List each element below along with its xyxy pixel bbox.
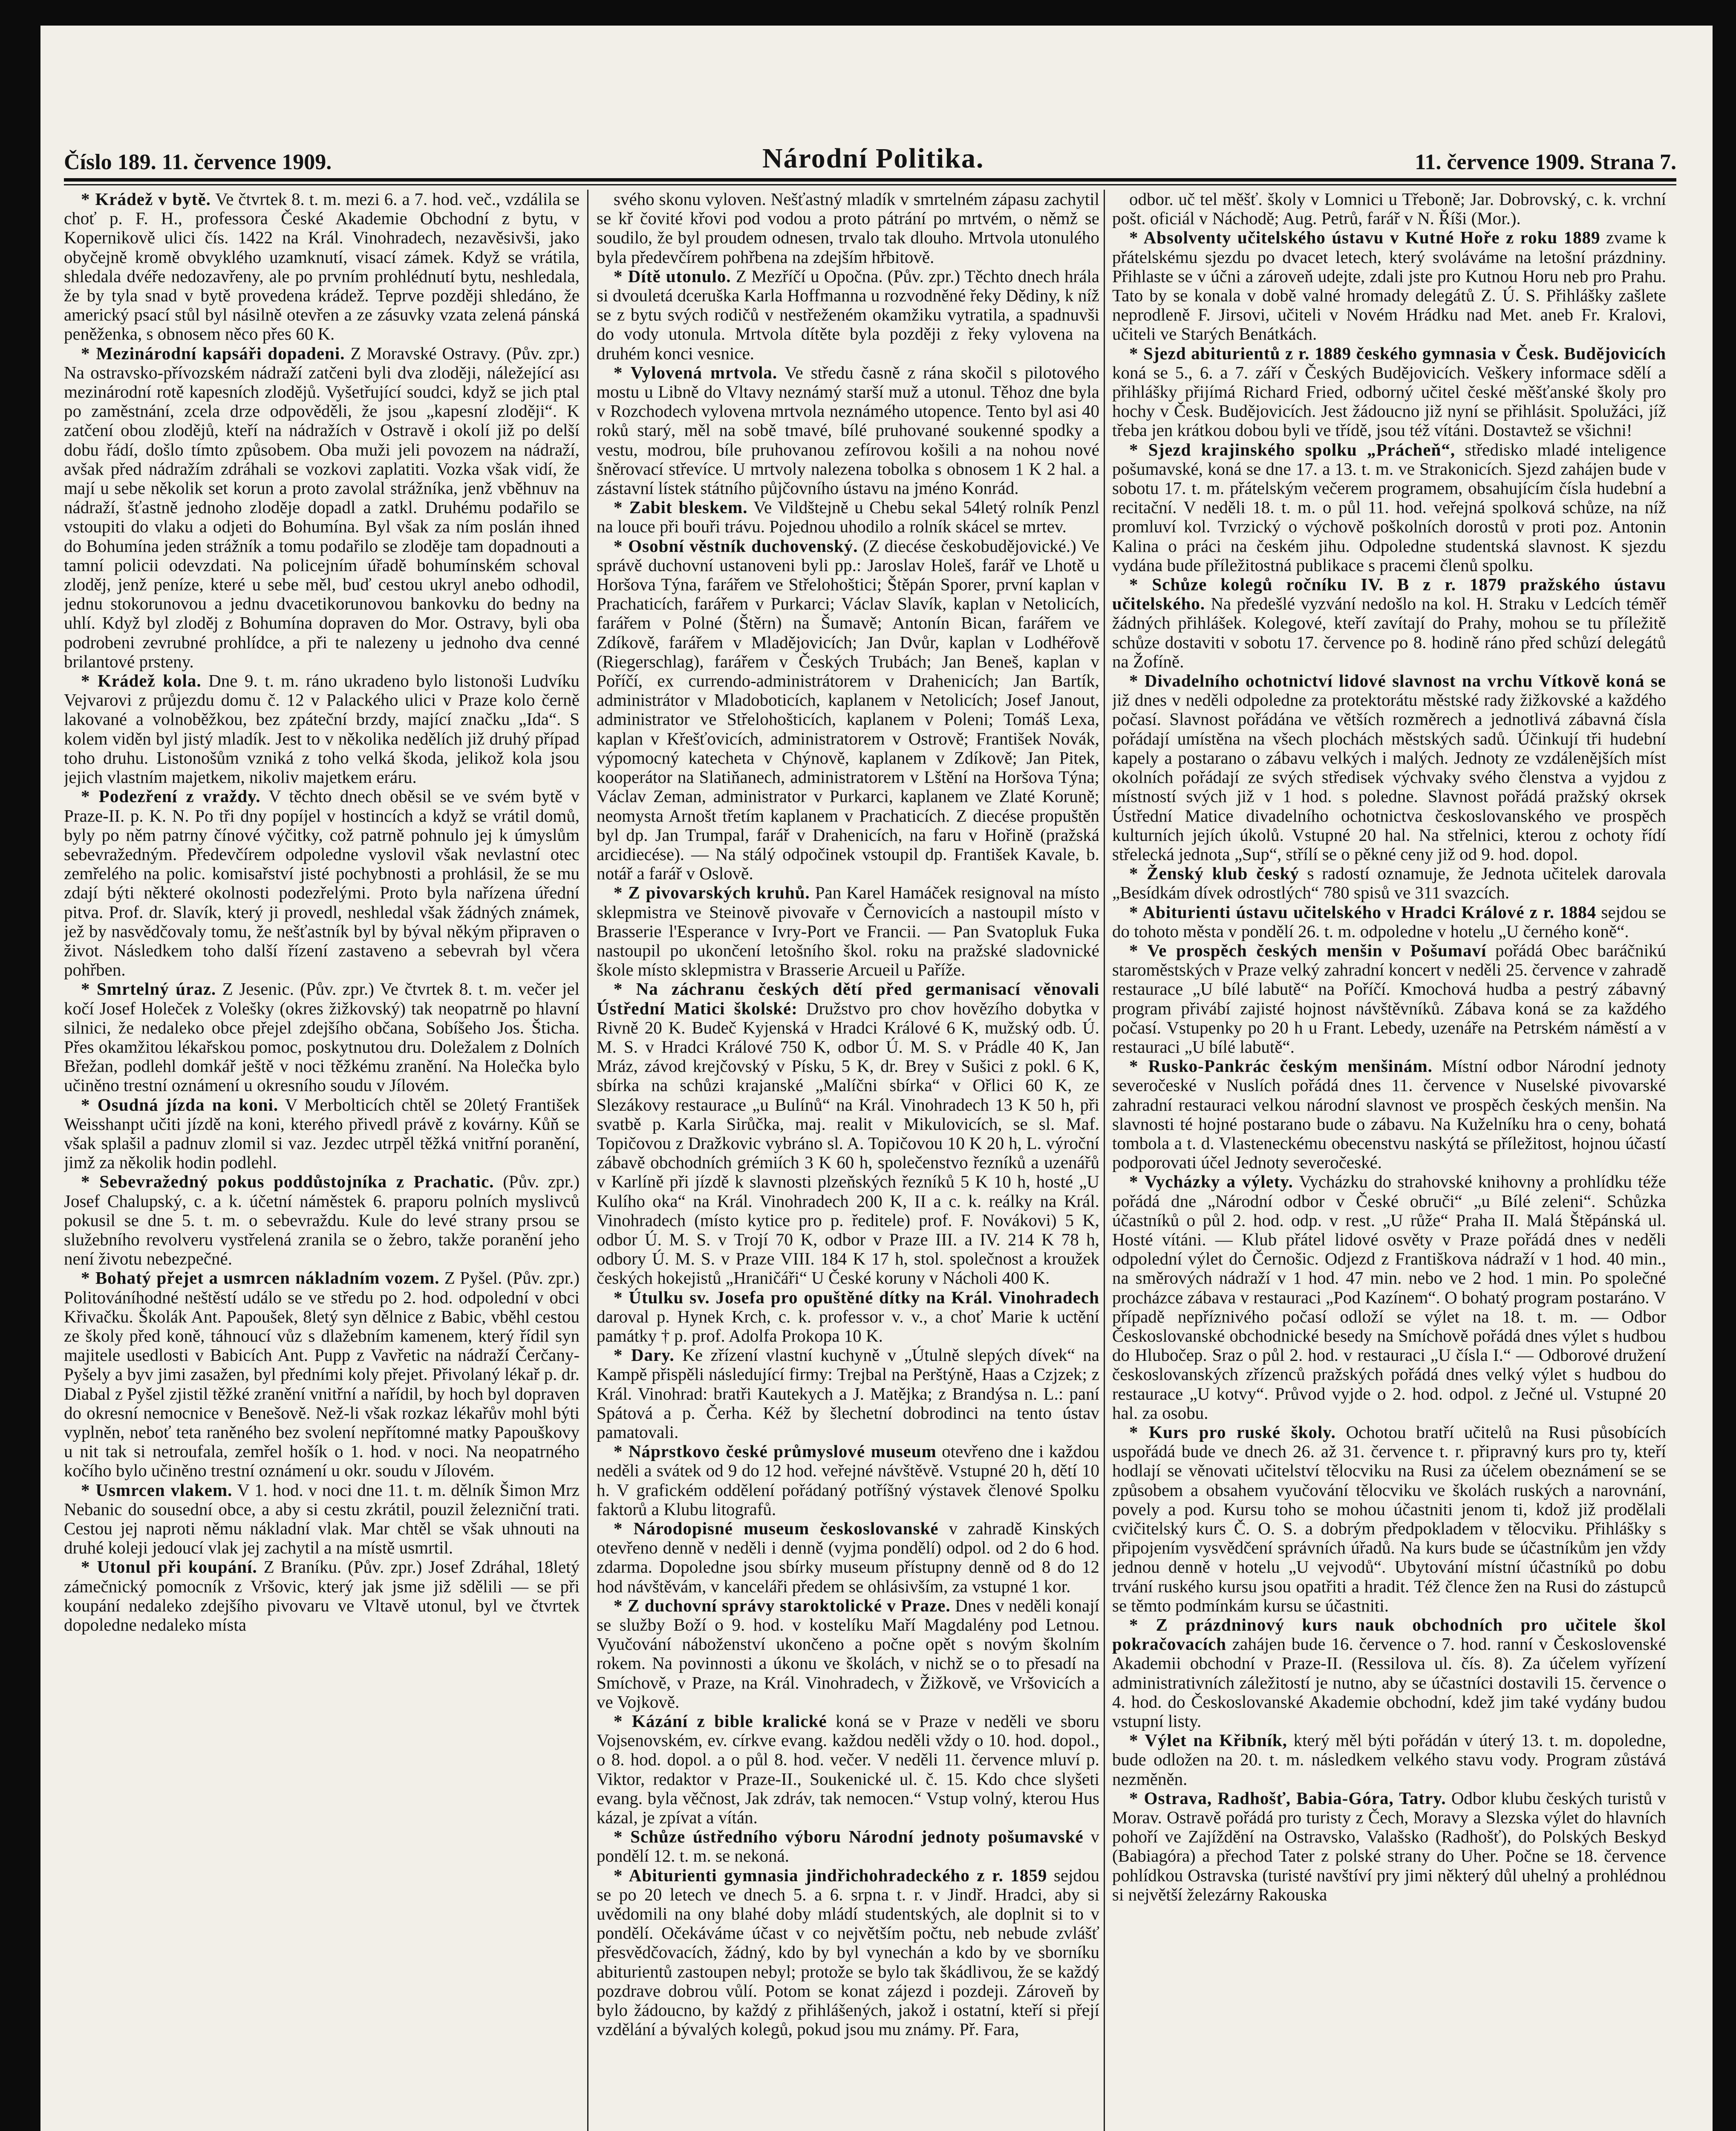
article-headline: * Z prázdninový kurs nauk obchodních pro učitele škol pokračovacích [1112, 1615, 1666, 1654]
article-headline: * Kurs pro ruské školy. [1129, 1422, 1336, 1442]
article-headline: * Krádež v bytě. [81, 190, 211, 209]
article [597, 498, 1099, 536]
article [64, 979, 580, 1095]
column-divider [1104, 190, 1105, 2131]
article-body: Vycházku do strahovské knihovny a prohlídku téže pořádá dne „Národní odbor v České obruči“ „u Bílé zeleni“. Schůzka účastníků o půl 2. hod. odp. v rest. „U růže“ Praha II. Malá Štěpánská ul. Hosté vítáni. — Klub přátel lidové osvěty v Praze pořádá dnes v neděli odpolední výlet do Černošic. Odjezd z Františkova nádraží v 1 hod. 40 min., na směrových nádraží v 1 hod. 47 min. nebo ve 2 hod. 1 min. Po společné procházce zábava v restauraci „Pod Kazínem“. O bohatý program postaráno. V případě nepříznivého počasí odloží se výlet na 18. t. m. — Odbor Českoslovanské obchodnické besedy na Smíchově pořádá dnes výlet s hudbou do Hlubočep. Sraz o půl 2. hod. v restauraci „U čísla I.“ — Odborové družení českoslovanských zřízenců pražských pořádá dnes velký výlet s hudbou do restaurace „U kotvy“. Průvod vyjde o 2. hod. odpol. z Ječné ul. Vstupné 20 hal. za osobu. [1112, 1172, 1666, 1423]
header-rule-thin [64, 184, 1676, 185]
article-headline: * Smrtelný úraz. [81, 979, 216, 999]
article-body: s radostí oznamuje, že Jednota učitelek darovala „Besídkám dívek odrostlých“ 780 spisů ve 311 svazcích. [1112, 863, 1666, 903]
article [64, 787, 580, 979]
article-body: sejdou se do tohoto města v pondělí 26. t. m. odpoledne v hotelu „U černého koně“. [1112, 902, 1666, 941]
article [597, 1596, 1099, 1712]
article-body: Družstvo pro chov hovězího dobytka v Rivně 20 K. Budeč Kyjenská v Hradci Králové 6 K, mužský odb. Ú. M. S. v Hradci Králové 750 K, odbor Ú. M. S. v Prádle 40 K, Jan Mráz, závod krejčovský v Písku, 5 K, dr. Brey v Sušici z pokl. 6 K, sbírka na schůzi krajanské „Malíčni sbírka“ v Ořlici 60 K, ze Slezákovy restaurace „u Bulínů“ na Král. Vinohradech 13 K 50 h, při svatbě p. Karla Sirůčka, maj. realit v Mikulovicích, se sl. Maf. Topičovou z Dražkovic vybráno sl. A. Topičovou 10 K 20 h, L. výroční zábavě obchodních grémiích 3 K 60 h, společenstvo řezníků a uzenářů v Karlíně při jízdě k slavnosti plzeňských řezníků 5 K 10 h, hosté „U Kulího oka“ na Král. Vinohradech 200 K, II a c. k. reálky na Král. Vinohradech (místo kytice pro p. ředitele) prof. F. Novákovi) 5 K, odbor Ú. M. S. v Trojí 70 K, odbor v Praze III. a IV. 214 K 78 h, odbory Ú. M. S. v Praze VIII. 184 K 17 h, stol. společnost a kroužek českých hokejistů „Hraničáři“ U České koruny v Nácholi 400 K. [597, 998, 1099, 1288]
article-headline: * Podezření z vraždy. [81, 786, 261, 806]
article-headline: * Utonul při koupání. [81, 1557, 257, 1577]
article [597, 1346, 1099, 1442]
article-headline: * Osudná jízda na koni. [81, 1094, 279, 1115]
article-body: Ve čtvrtek 8. t. m. mezi 6. a 7. hod. več., vzdálila se choť p. F. H., professora České Akademie Obchodní z bytu, v Kopernikově ulici čís. 1422 na Král. Vinohradech, nezavěsivši, jako obyčejně kromě obvyklého uzamknutí, visací zámek. Když se vrátila, shledala dvéře nedozavřeny, ale po prvním prohlédnutí bytu, neshledala, že by tyla snad v bytě provedena krádež. Teprve později shledáno, že americký psací stůl byl násilně otevřen a ze zásuvky vzata zelená pánská peněženka, s obnosem něco přes 60 K. [64, 190, 580, 344]
article-headline: * Mezinárodní kapsáři dopadeni. [81, 343, 345, 363]
article [1112, 1057, 1666, 1172]
article [597, 1866, 1099, 2039]
article-body: Z Moravské Ostravy. (Pův. zpr.) Na ostravsko-přívozském nádraží zatčeni byli dva zloději, náležející ası mezinárodní rotě kapesních zlodějů. Vyšetřující soudci, když se jich ptal po zaměstnání, zcela drze odpověděli, že jsou „kapesní zloději“. K zatčení obou zlodějů, kteří na nádražích v Ostravě i okolí již po delší dobu řádí, došlo tímto způsobem. Oba muži jeli povozem na nádraží, avšak před nádražím zdráhali se vozkovi zaplatiti. Vozka však vidí, že mají u sebe několik set korun a proto zavolal strážníka, jenž vběhnuv na nádraží, šťastně jednoho zloděje dopadl a zatkl. Druhému podařilo se vstoupiti do vlaku a odjeti do Bohumína. Byl však za ním poslán ihned do Bohumína jeden strážník a tomu podařilo se zloděje tam dopadnouti a tamní policii odevzdati. Na policejním úřadě bohumínském schoval zloděj, jenž peníze, které u sebe měl, buď cestou ukryl anebo odhodil, jednu stokorunovou a jednu dvacetikorunovou bankovku do bedny na uhlí. Když byl zloděj z Bohumína dopraven do Mor. Ostravy, byli oba podrobeni zevrubné prohlídce, a při te nalezeny u jednoho dva cenné brilantové prsteny. [64, 343, 580, 671]
article-body: sejdou se po 20 letech ve dnech 5. a 6. srpna t. r. v Jindř. Hradci, aby si uvědomili na ony blahé doby mládí studentských, ale doplnit si to v pondělí. Očekáváme účast v co největším počtu, neb nebude zvlášť přesvědčovacích, žádný, kdo by byl vynechán a kdo by ve sborníku abiturientů zastoupen nebyl; protože se bylo tak škádlivou, že se každý pozdrave dobrou vůlí. Potom se konat zájezd i pozdeji. Zároveň by bylo žádoucno, by každý z přihlášených, jakož i ostatní, kteří si přejí vzdělání a bývalých kolegů, pokud jsou mu známy. Př. Fara, [597, 1865, 1099, 2039]
article-headline: * Abiturienti gymnasia jindřichohradeckého z r. 1859 [614, 1865, 1047, 1885]
article-body: koná se 5., 6. a 7. září v Českých Budějovicích. Veškery informace sdělí a přihlášky přijímá Richard Fried, odborný učitel české měšťanské školy pro hochy v Česk. Budějovicích. Jest žádoucno již nyní se přihlásit. Spolužáci, jíž třeba jen krátkou dobou byli ve třídě, jsou též vítáni. Dostavtež se všichni! [1112, 362, 1666, 440]
issue-info: Číslo 189. 11. července 1909. [64, 150, 332, 174]
article-body: svého skonu vyloven. Nešťastný mladík v smrtelném zápasu zachytil se kř čovité křovi pod vodou a proto pátrání po mrtvém, o němž se soudilo, že byl proudem odnesen, trvalo tak dlouho. Mrtvola utonulého byla předevčírem pohřbena na zdejším hřbitově. [597, 190, 1099, 267]
article [64, 344, 580, 671]
article-body: V těchto dnech oběsil se ve svém bytě v Praze-II. p. K. N. Po tři dny popíjel v hostincích a když se vrátil domů, byly po něm patrny čínové výčitky, což patrně pohnulo jej k úmyslům sebevražedným. Předevčírem odpoledne vyslovil však nevlastní otec zemřelého na polic. komisařství jisté pochybnosti a prohlásil, že se mu zdají býti některé okolnosti podezřelými. Proto byla nařízena úřední pitva. Prof. dr. Slavík, který ji provedl, neshledal však žádných známek, jež by nasvědčovaly tomu, že nešťastník byl by býval někým připraven o život. Následkem toho další řízení zastaveno a sebevrah byl včera pohřben. [64, 786, 580, 980]
article [1112, 1615, 1666, 1731]
article [64, 1095, 580, 1172]
article-headline: * Divadelního ochotnictví lidové slavnost na vrchu Vítkově koná se [1129, 671, 1666, 691]
scan-border-top [0, 0, 1736, 26]
article-headline: * Vycházky a výlety. [1129, 1172, 1293, 1192]
article-body: odbor. uč tel měšť. školy v Lomnici u Třeboně; Jar. Dobrovský, c. k. vrchní pošt. oficiál v Náchodě; Aug. Petrů, farář v N. Říši (Mor.). [1112, 190, 1666, 228]
article-body: Odbor klubu českých turistů v Morav. Ostravě pořádá pro turisty z Čech, Moravy a Slezska výlet do hlavních pohoří ve Zajíždění na Ostravsko, Valašsko (Radhošť), do Polských Beskyd (Babiagóra) a přechod Tater z polské strany do Uher. Počne se 18. července pohlídkou Ostravska (turisté navštíví pry jimi některý důl uhelný a prohlédnou si největší železárny Rakouska [1112, 1788, 1666, 1904]
article [1112, 1731, 1666, 1789]
article [1112, 671, 1666, 864]
article-headline: * Výlet na Křibník, [1129, 1730, 1287, 1750]
article-body: V 1. hod. v noci dne 11. t. m. dělník Šimon Mrz Nebanic do sousední obce, a aby si cestu zkrátil, pouzil železniční trati. Cestou jej naproti němu nákladní vlak. Mar chtěl se však uhnouti na druhé koleji jedoucí vlak jej zachytil a na místě usmrtil. [64, 1480, 580, 1558]
article-body: Ke zřízení vlastní kuchyně v „Útulně slepých dívek“ na Kampě přispěli následující firmy: Trejbal na Perštýně, Haas a Czjzek; z Král. Vinohrad: bratři Kautekych a J. Matějka; z Brandýsa n. L.: paní Spátová a p. Čerha. Kéž by šlechetní dobrodinci na tento ústav pamatovali. [597, 1345, 1099, 1442]
date-page-info: 11. července 1909. Strana 7. [1415, 150, 1676, 174]
article-headline: * Rusko-Pankrác českým menšinám. [1129, 1056, 1433, 1076]
article-headline: * Abiturienti ústavu učitelského v Hradci Králové z r. 1884 [1129, 902, 1597, 922]
article [64, 1557, 580, 1634]
article-body: již dnes v neděli odpoledne za protektorátu městské rady žižkovské a každého počasí. Slavnost pořádána ve větších rozměrech a jednotlivá zábavná čísla pořádají umístěna na všech plochách městských sadů. Účinkují tři hudební kapely a postarano o zábavu velkých i malých. Jednoty ze vzdálenějších míst okolních pořádají ze svých středisek výchvaky svého členstva a vyjdou z místností svých již v 1 hod. s poledne. Slavnost pořádá pražský okrsek Ústřední Matice divadelního ochotnictva českoslovanského ve prospěch kulturních jejích úkolů. Vstupné 20 hal. Na střelnici, kterou z ochoty řídí střelecká jednota „Sup“, střílí se o pěkné ceny již od 9. hod. dopol. [1112, 690, 1666, 864]
article-headline: * Útulku sv. Josefa pro opuštěné dítky na Král. Vinohradech [614, 1287, 1099, 1307]
article [1112, 344, 1666, 440]
scan-border-right [1713, 0, 1736, 2131]
scan-border-left [0, 0, 40, 2131]
article-body: Z Mezříčí u Opočna. (Pův. zpr.) Těchto dnech hrála si dvouletá dceruška Karla Hoffmanna u rozvodněné řeky Dědiny, k níž se z bytu svých rodičů v nestřeženém okamžiku vytratila, a spadnuvši do vody utonula. Mrtvola dítěte byla později z řeky vylovena na druhém konci vesnice. [597, 266, 1099, 363]
column-1 [64, 190, 580, 2131]
article-headline: * Ve prospěch českých menšin v Pošumaví [1129, 940, 1487, 960]
article [64, 1481, 580, 1558]
article-body: Ve Vildštejně u Chebu sekal 54letý rolník Penzl na louce při bouři trávu. Pojednou uhodilo a rolník skácel se mrtev. [597, 497, 1099, 537]
article [1112, 941, 1666, 1057]
article [1112, 864, 1666, 902]
article-body: (Z diecése českobudějovické.) Ve správě duchovní ustanoveni byli pp.: Jaroslav Holeš, farář ve Lhotě u Horšova Týna, farářem ve Střelohoštici; Štěpán Sporer, první kaplan v Prachaticích, farářem v Purkarci; Václav Slavík, kaplan v Netolicích, farářem v Polné (Štěrn) na Šumavě; Antonín Bican, farářem ve Zdíkově, farářem v Mladějovicích; Jan Dvůr, kaplan v Lodhéřově (Riegerschlag), farářem v Českých Trubách; Jan Beneš, kaplan v Poříčí, ex currendo-administrátorem v Drahenicích; Jan Bartík, administrátor v Mladoboticích, kaplanem v Netolicích; Josef Janout, administrator ve Střelohošticích, kaplanem v Poleni; Tomáš Lexa, kaplan v Křešťovicích, administratorem v Ostrově; František Novák, výpomocný katecheta v Chýnově, kaplanem v Zdíkově; Jan Pitek, kooperátor na Slatiňanech, administratorem v Lštění na Horšova Týna; Václav Zeman, administrator v Purkarci, kaplanem ve Zlaté Koruně; neomysta Arnošt třetím kaplanem v Prachaticích. Z diecése propuštěn byl dp. Jan Trumpal, farář v Drahenicích, na faru v Hořině (pražská arcidiecése). — Na stálý odpočinek vstoupil dp. František Kavale, b. notář a farář v Oslově. [597, 536, 1099, 884]
newspaper-title: Národní Politika. [762, 143, 984, 174]
article [597, 537, 1099, 884]
article-body: v zahradě Kinských otevřeno denně v neděli i denně (vyjma pondělí) odpol. od 2 do 6 hod. zdarma. Dopoledne jsou sbírky museum přístupny denně od 8 do 12 hod návštěvám, v kanceláři předem se ohlásivším, za vstupné 1 kor. [597, 1519, 1099, 1596]
article-headline: * Sebevražedný pokus poddůstojníka z Prachatic. [81, 1172, 494, 1192]
article-body: Z Jesenic. (Pův. zpr.) Ve čtvrtek 8. t. m. večer jel kočí Josef Holeček z Volešky (okres žižkovský) tak neopatrně po hlavní silnici, že nedaleko obce přejel zdejšího občana, Sobíšeho Jos. Šticha. Přes okamžitou lékařskou pomoc, poskytnutou dru. Doležalem z Dolních Břežan, podlehl domkář ještě v noci těžkému zranění. Na Holečka bylo učiněno trestní oznámení u okresního soudu v Jílovém. [64, 979, 580, 1095]
article-headline: * Z duchovní správy staroktolické v Praze. [614, 1595, 951, 1615]
article [1112, 1423, 1666, 1615]
page-header [64, 136, 1676, 175]
article-body: který měl býti pořádán v úterý 13. t. m. dopoledne, bude odložen na 20. t. m. následkem velkého stavu vody. Program zůstává nezměněn. [1112, 1730, 1666, 1789]
article-headline: * Ostrava, Radhošť, Babia-Góra, Tatry. [1129, 1788, 1446, 1808]
article-headline: * Národopisné museum českoslovanské [614, 1519, 939, 1539]
article [1112, 1172, 1666, 1423]
article [1112, 1789, 1666, 1904]
article-headline: * Osobní věstník duchovenský. [614, 536, 858, 556]
article-body: Ochotou bratří učitelů na Rusi působících uspořádá bude ve dnech 26. až 31. července t. r. připravný kurs pro ty, kteří hodlají se věnovati učitelství tělocviku na Rusi za účelem obeznámení se se způsobem a obsahem vyučování tělocviku ve školách ruských a narovnání, povely a pod. Kursu toho se mohou účastniti jenom ti, kdož již prodělali cvičitelský kurs Č. O. S. a dobrým předpokladem v tělocviku. Přihlášky s připojením vysvědčení správních úřadů. Na kurs bude se účastníkům jen vždy jednou denně v hotelu „U vejvodů“. Ubytování místní účastníků po dobu trvání ruského kursu jsou opatřiti a hradit. Též člence žen na Rusi do zástupců se těmto podmínkám kursu se účastniti. [1112, 1422, 1666, 1615]
article-body: koná se v Praze v neděli ve sboru Vojsenovském, ev. církve evang. každou neděli vždy o 10. hod. dopol., o 8. hod. dopol. a o půl 8. hod. večer. V neděli 11. července mluví p. Viktor, redaktor v Praze-II., Soukenické ul. č. 15. Kdo chce slyšeti evang. byla věčnost, Jak zdráv, tak nemocen.“ Vstup volný, kterou Hus kázal, je zpívat a vítán. [597, 1711, 1099, 1828]
article-headline: * Usmrcen vlakem. [81, 1480, 233, 1500]
article-headline: * Dary. [614, 1345, 675, 1365]
header-rule [64, 178, 1676, 182]
article-body: Z Pyšel. (Pův. zpr.) Politováníhodné neštěstí událo se ve středu po 2. hod. odpolední v obci Křivačku. Školák Ant. Papoušek, 8letý syn dělnice z Babic, vběhl cestou ze školy před koně, táhnoucí vůz s dlažebním kamenem, který řídil syn majitele usedlosti v Babicích Ant. Pupp z Vavřetic na nádraží Čerčany-Pyšely a byv jimi zasažen, byl předními koly přejet. Přivolaný lékař p. dr. Diabal z Pyšel zjistil těžké zranění vnitřní a nařídil, by hoch byl dopraven do okresní nemocnice v Benešově. Než-li však rozkaz lékařův mohl býti vyplněn, neboť teta raněného bez svolení nepřítomné matky Papouškovy u nit tak si netroufala, zemřel hošík o 1. hod. v noci. Na neopatrného kočího bylo učiněno trestní oznámení u okr. soudu v Jílovém. [64, 1268, 580, 1481]
article-body: otevřeno dne i každou neděli a svátek od 9 do 12 hod. veřejné návštěvě. Vstupné 20 h, dětí 10 h. V grafickém oddělení pořádaný potříšný výstavek členové Spolku faktorů a Klubu litografů. [597, 1441, 1099, 1519]
article-body: zahájen bude 16. července o 7. hod. ranní v Československé Akademii obchodní v Praze-II. (Ressilova ul. čís. 8). Za účelem vyřízení administrativních záležitostí je nutno, aby se účastníci dostavili 15. července o 4. hod. do Českoslovanské Akademie obchodní, kdež jim také vydány budou vstupní listy. [1112, 1634, 1666, 1731]
article-headline: * Ženský klub český [1129, 863, 1299, 884]
column-2 [597, 190, 1099, 2131]
article-body: Z Braníku. (Pův. zpr.) Josef Zdráhal, 18letý zámečnický pomocník z Vršovic, který jak jsme již sdělili — se při koupání nedaleko zdejšího pivovaru ve Vltavě utonul, byl ve čtvrtek dopoledne nedaleko místa [64, 1557, 580, 1635]
article [597, 267, 1099, 363]
article [64, 1268, 580, 1480]
article-body: daroval p. Hynek Krch, c. k. professor v. v., a choť Marie k uctění památky † p. prof. Adolfa Prokopa 10 K. [597, 1306, 1099, 1346]
article-body: v pondělí 12. t. m. se nekoná. [597, 1827, 1099, 1866]
article-headline: * Zabit bleskem. [614, 497, 748, 517]
article [597, 1442, 1099, 1519]
article [1112, 575, 1666, 671]
article [597, 979, 1099, 1288]
article-headline: * Krádež kola. [81, 671, 202, 691]
column-3 [1112, 190, 1666, 2131]
article-headline: * Z pivovarských kruhů. [614, 883, 810, 903]
article-body: Na předešlé vyzvání nedošlo na kol. H. Straku v Ledcích téměř žádných přihlášek. Kolegové, kteří zavítají do Prahy, mohou se tu příležitě schůze dostaviti v sobotu 17. července po 8. hodině ráno před schůzí delegátů na Žofíně. [1112, 594, 1666, 671]
article [597, 190, 1099, 267]
article-headline: * Bohatý přejet a usmrcen nákladním vozem. [81, 1268, 440, 1288]
article-body: Místní odbor Národní jednoty severočeské v Nuslích pořádá dnes 11. července v Nuselské pivovarské zahradní restauraci velkou národní slavnost ve prospěch českých menšin. Na slavnosti té hojné postarano bude o zábavu. Na Kuželníku hra o ceny, bohatá tombola a t. d. Vlasteneckému obecenstvu naskýtá se příležitost, hojnou účastí podporovati účel Jednoty severočeské. [1112, 1056, 1666, 1172]
article-body: středisko mladé inteligence pošumavské, koná se dne 17. a 13. t. m. ve Strakonicích. Sjezd zahájen bude v sobotu 17. t. m. přátelským večerem programem, obsahujícím čísla hudební a recitační. V neděli 18. t. m. o půl 11. hod. veřejná spolková schůze, na níž promluví kol. Tvrzický o výchově poškolních dorostů v proti poz. Antonin Kalina o práci na českém jihu. Odpoledne studentská slavnost. K sjezdu vydána bude příležitostná publikace s pracemi členů spolku. [1112, 439, 1666, 575]
article [1112, 228, 1666, 344]
column-divider [587, 190, 588, 2131]
article [597, 1519, 1099, 1596]
article [1112, 440, 1666, 575]
article-body: Dne 9. t. m. ráno ukradeno bylo listonoši Ludvíku Vejvarovi z průjezdu domu č. 12 v Palackého ulici v Praze kolo černě lakované a volnoběžkou, bez zpáteční brzdy, mající značku „Ida“. S kolem viděn byl jistý mladík. Jest to v několika nedělích již druhý případ toho druhu. Listonošům vzniká z toho velká škoda, jelikož kola jsou jejich vlastním majetkem, nikoliv majetkem eráru. [64, 671, 580, 787]
article [597, 1288, 1099, 1346]
article-body: zvame k přátelskému sjezdu po dvacet letech, který svoláváme na letošní prázdniny. Přihlaste se v účni a zároveň udejte, zdali jste pro Kutnou Horu neb pro Prahu. Tato by se konala v době valné hromady delegátů Z. Ú. S. Přihlášky zašlete neprodleně F. Jirsovi, učiteli v Novém Hrádku nad Met. aneb Fr. Kralovi, učiteli ve Starých Benátkách. [1112, 228, 1666, 344]
article-headline: * Kázání z bible kralické [614, 1711, 827, 1731]
article [597, 363, 1099, 498]
article [64, 190, 580, 344]
article-headline: * Schůze ústředního výboru Národní jednoty pošumavské [614, 1827, 1084, 1847]
article [597, 1712, 1099, 1827]
article-body: (Pův. zpr.) Josef Chalupský, c. a k. účetní náměstek 6. praporu polních myslivců pokusil se dne 5. t. m. o sebevraždu. Kule do levé strany prsou se služebního revolveru vystřelená zranila se o žebro, takže poranění jeho není životu nebezpečné. [64, 1172, 580, 1269]
article-headline: * Náprstkovo české průmyslové museum [614, 1441, 937, 1461]
article-headline: * Vylovená mrtvola. [614, 362, 778, 382]
article [64, 1172, 580, 1268]
article-body: Ve středu časně z rána skočil s pilotového mostu u Libně do Vltavy neznámý starší muž a utonul. Těhoz dne byla v Rozchodech vylovena mrtvola neznámého utopence. Tento byl asi 40 roků starý, měl na sobě tmavé, bílé pruhované soukenné spodky a vestu, modrou, bíle pruhovanou zefírovou košili a na nohou nové šněrovací střevíce. U mrtvoly nalezena tobolka s obnosem 1 K 2 hal. a zástavní lístek státního půjčovního ústavu na jméno Konrád. [597, 362, 1099, 498]
article-headline: * Na záchranu českých dětí před germanisací věnovali Ústřední Matici školské: [597, 979, 1099, 1018]
article [597, 883, 1099, 979]
article-body: pořádá Obec baráčnikú staroměstských v Praze velký zahradní koncert v neděli 25. července v zahradě restaurace „U bílé labutě“ na Poříčí. Kmochová hudba a pestrý zábavný program přivábí zajisté hojnost návštěvníků. Zábava koná se za každého počasí. Vstupenky po 20 h u Frant. Lebedy, uzenáře na Petrském náměstí a v restauraci „U bílé labutě“. [1112, 940, 1666, 1057]
article [1112, 190, 1666, 228]
article [64, 671, 580, 787]
article-body: V Merbolticích chtěl se 20letý František Weisshanpt učiti jízdě na koni, kterého přivedl právě z kovárny. Kůň se však splašil a padnuv zlomil si vaz. Jezdec utrpěl těžká vnitřní poranění, jimž za několik hodin podlehl. [64, 1094, 580, 1172]
article-headline: * Schůze kolegů ročníku IV. B z r. 1879 pražského ústavu učitelského. [1112, 575, 1666, 614]
article [1112, 903, 1666, 941]
article [597, 1827, 1099, 1865]
article-headline: * Absolventy učitelského ústavu v Kutné Hoře z roku 1889 [1129, 228, 1600, 248]
article-body: Pan Karel Hamáček resignoval na místo sklepmistra ve Steinově pivovaře v Černovicích a nastoupil místo v Brasserie l'Esperance v Ivry-Port ve Francii. — Pan Svatopluk Fuka nastoupil po ukončení letošního škol. roku na pražské sladovnické škole místo sklepmistra v Brasserie Arcueil u Paříže. [597, 883, 1099, 980]
article-body: Dnes v neděli konají se služby Boží o 9. hod. v kostelíku Maří Magdalény pod Letnou. Vyučování náboženství ukončeno a počne opět s novým školním rokem. Na povinnosti a úkonu ve školách, v nichž se o to přesadí na Smíchově, v Praze, na Král. Vinohradech, v Žižkově, ve Vršovicích a ve Vojkově. [597, 1595, 1099, 1712]
article-headline: * Sjezd krajinského spolku „Prácheň“, [1129, 439, 1456, 459]
article-headline: * Sjezd abiturientů z r. 1889 českého gymnasia v Česk. Budějovicích [1129, 343, 1666, 363]
article-headline: * Dítě utonulo. [614, 266, 731, 286]
